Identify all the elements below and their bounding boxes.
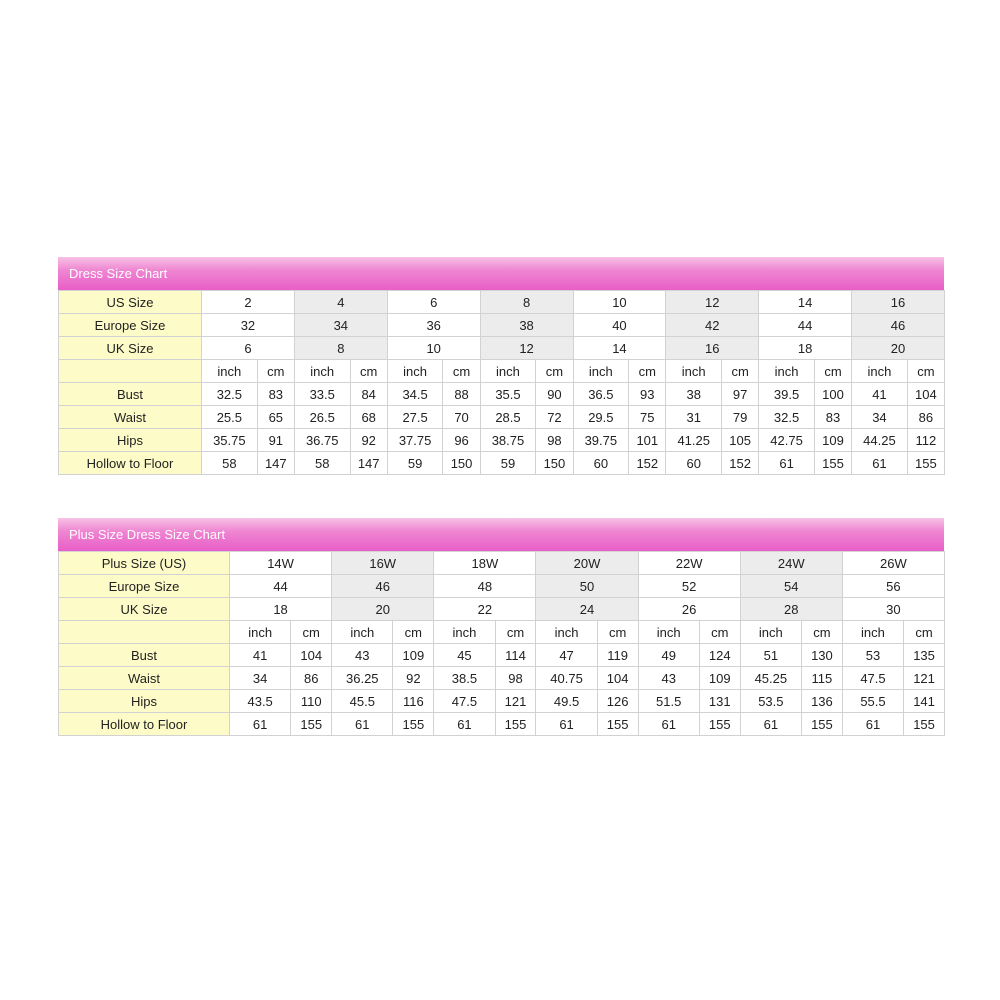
unit-cell: inch [759, 360, 815, 383]
measure-cell: 38 [666, 383, 722, 406]
measure-cell: 91 [257, 429, 294, 452]
hips-row [59, 690, 945, 713]
measure-cell: 114 [495, 644, 536, 667]
row-label: Europe Size [59, 575, 230, 598]
measure-cell: 55.5 [842, 690, 903, 713]
measure-cell: 104 [291, 644, 332, 667]
row-label: Hollow to Floor [59, 713, 230, 736]
measure-cell: 155 [814, 452, 851, 475]
size-cell: 16 [666, 337, 759, 360]
unit-cell: cm [393, 621, 434, 644]
measure-cell: 29.5 [573, 406, 629, 429]
row-label [59, 621, 230, 644]
row-label: Europe Size [59, 314, 202, 337]
measure-cell: 70 [443, 406, 480, 429]
unit-cell: cm [495, 621, 536, 644]
measure-cell: 53.5 [740, 690, 801, 713]
size-cell: 20W [536, 552, 638, 575]
size-cell: 32 [202, 314, 295, 337]
uk-size-row [59, 337, 945, 360]
unit-cell: inch [573, 360, 629, 383]
row-label: Hollow to Floor [59, 452, 202, 475]
measure-cell: 53 [842, 644, 903, 667]
measure-cell: 112 [907, 429, 944, 452]
measure-cell: 36.75 [294, 429, 350, 452]
size-cell: 6 [202, 337, 295, 360]
size-table [58, 290, 945, 475]
measure-cell: 150 [536, 452, 573, 475]
measure-cell: 155 [699, 713, 740, 736]
measure-cell: 47.5 [842, 667, 903, 690]
measure-cell: 31 [666, 406, 722, 429]
size-cell: 44 [759, 314, 852, 337]
size-cell: 4 [294, 291, 387, 314]
measure-cell: 39.75 [573, 429, 629, 452]
measure-cell: 90 [536, 383, 573, 406]
row-label [59, 360, 202, 383]
measure-cell: 72 [536, 406, 573, 429]
measure-cell: 43 [638, 667, 699, 690]
size-cell: 36 [387, 314, 480, 337]
measure-cell: 61 [230, 713, 291, 736]
measure-cell: 61 [740, 713, 801, 736]
unit-cell: inch [230, 621, 291, 644]
measure-cell: 61 [536, 713, 597, 736]
unit-cell: inch [740, 621, 801, 644]
measure-cell: 105 [722, 429, 759, 452]
measure-cell: 36.5 [573, 383, 629, 406]
measure-cell: 37.75 [387, 429, 443, 452]
waist-row [59, 667, 945, 690]
measure-cell: 79 [722, 406, 759, 429]
unit-cell: cm [722, 360, 759, 383]
measure-cell: 98 [495, 667, 536, 690]
measure-cell: 109 [699, 667, 740, 690]
measure-cell: 65 [257, 406, 294, 429]
measure-cell: 93 [629, 383, 666, 406]
measure-cell: 42.75 [759, 429, 815, 452]
measure-cell: 124 [699, 644, 740, 667]
measure-cell: 32.5 [202, 383, 258, 406]
measure-cell: 36.25 [332, 667, 393, 690]
size-cell: 26 [638, 598, 740, 621]
size-cell: 50 [536, 575, 638, 598]
measure-cell: 116 [393, 690, 434, 713]
measure-cell: 34 [230, 667, 291, 690]
measure-cell: 155 [291, 713, 332, 736]
measure-cell: 75 [629, 406, 666, 429]
size-cell: 8 [480, 291, 573, 314]
measure-cell: 121 [495, 690, 536, 713]
size-cell: 30 [842, 598, 944, 621]
row-label: UK Size [59, 337, 202, 360]
measure-cell: 83 [257, 383, 294, 406]
size-cell: 14 [573, 337, 666, 360]
size-cell: 44 [230, 575, 332, 598]
chart-title: Dress Size Chart [58, 257, 944, 290]
size-cell: 20 [852, 337, 945, 360]
size-cell: 2 [202, 291, 295, 314]
measure-cell: 86 [291, 667, 332, 690]
measure-cell: 41 [230, 644, 291, 667]
size-cell: 52 [638, 575, 740, 598]
size-table [58, 551, 945, 736]
size-cell: 54 [740, 575, 842, 598]
measure-cell: 51 [740, 644, 801, 667]
measure-cell: 35.75 [202, 429, 258, 452]
measure-cell: 25.5 [202, 406, 258, 429]
dress-size-chart [58, 257, 944, 475]
size-cell: 42 [666, 314, 759, 337]
size-cell: 24W [740, 552, 842, 575]
chart-title: Plus Size Dress Size Chart [58, 518, 944, 551]
measure-cell: 115 [801, 667, 842, 690]
size-cell: 18W [434, 552, 536, 575]
unit-cell: inch [294, 360, 350, 383]
measure-cell: 121 [904, 667, 945, 690]
measure-cell: 88 [443, 383, 480, 406]
size-cell: 24 [536, 598, 638, 621]
measure-cell: 92 [350, 429, 387, 452]
measure-cell: 47 [536, 644, 597, 667]
unit-cell: inch [536, 621, 597, 644]
size-cell: 18 [759, 337, 852, 360]
row-label: UK Size [59, 598, 230, 621]
unit-cell: cm [699, 621, 740, 644]
measure-cell: 41.25 [666, 429, 722, 452]
unit-cell: inch [852, 360, 908, 383]
bust-row [59, 383, 945, 406]
hollow-to-floor-row [59, 713, 945, 736]
unit-cell: inch [666, 360, 722, 383]
europe-size-row [59, 575, 945, 598]
unit-cell: inch [638, 621, 699, 644]
measure-cell: 45.25 [740, 667, 801, 690]
europe-size-row [59, 314, 945, 337]
size-cell: 8 [294, 337, 387, 360]
measure-cell: 136 [801, 690, 842, 713]
measure-cell: 27.5 [387, 406, 443, 429]
unit-cell: inch [332, 621, 393, 644]
measure-cell: 61 [759, 452, 815, 475]
measure-cell: 152 [722, 452, 759, 475]
measure-cell: 51.5 [638, 690, 699, 713]
waist-row [59, 406, 945, 429]
bust-row [59, 644, 945, 667]
row-label: Plus Size (US) [59, 552, 230, 575]
size-cell: 18 [230, 598, 332, 621]
size-cell: 6 [387, 291, 480, 314]
size-cell: 10 [387, 337, 480, 360]
measure-cell: 61 [332, 713, 393, 736]
us-size-row [59, 552, 945, 575]
measure-cell: 60 [573, 452, 629, 475]
measure-cell: 60 [666, 452, 722, 475]
measure-cell: 131 [699, 690, 740, 713]
measure-cell: 110 [291, 690, 332, 713]
measure-cell: 152 [629, 452, 666, 475]
measure-cell: 130 [801, 644, 842, 667]
size-cell: 34 [294, 314, 387, 337]
row-label: Bust [59, 644, 230, 667]
measure-cell: 49 [638, 644, 699, 667]
measure-cell: 49.5 [536, 690, 597, 713]
measure-cell: 98 [536, 429, 573, 452]
size-cell: 20 [332, 598, 434, 621]
row-label: Bust [59, 383, 202, 406]
unit-cell: cm [904, 621, 945, 644]
measure-cell: 96 [443, 429, 480, 452]
measure-cell: 43 [332, 644, 393, 667]
size-cell: 46 [332, 575, 434, 598]
measure-cell: 41 [852, 383, 908, 406]
measure-cell: 147 [350, 452, 387, 475]
plus-size-dress-size-chart [58, 518, 944, 736]
size-cell: 10 [573, 291, 666, 314]
measure-cell: 59 [387, 452, 443, 475]
measure-cell: 32.5 [759, 406, 815, 429]
measure-cell: 101 [629, 429, 666, 452]
size-cell: 22 [434, 598, 536, 621]
measure-cell: 109 [393, 644, 434, 667]
measure-cell: 141 [904, 690, 945, 713]
unit-cell: cm [629, 360, 666, 383]
measure-cell: 155 [904, 713, 945, 736]
unit-row [59, 621, 945, 644]
measure-cell: 155 [801, 713, 842, 736]
size-cell: 38 [480, 314, 573, 337]
measure-cell: 28.5 [480, 406, 536, 429]
measure-cell: 38.75 [480, 429, 536, 452]
measure-cell: 26.5 [294, 406, 350, 429]
measure-cell: 33.5 [294, 383, 350, 406]
measure-cell: 155 [393, 713, 434, 736]
measure-cell: 150 [443, 452, 480, 475]
measure-cell: 34.5 [387, 383, 443, 406]
measure-cell: 61 [842, 713, 903, 736]
uk-size-row [59, 598, 945, 621]
measure-cell: 100 [814, 383, 851, 406]
measure-cell: 58 [202, 452, 258, 475]
unit-cell: cm [907, 360, 944, 383]
measure-cell: 119 [597, 644, 638, 667]
measure-cell: 58 [294, 452, 350, 475]
measure-cell: 104 [907, 383, 944, 406]
size-cell: 16 [852, 291, 945, 314]
size-cell: 26W [842, 552, 944, 575]
measure-cell: 68 [350, 406, 387, 429]
measure-cell: 126 [597, 690, 638, 713]
size-cell: 46 [852, 314, 945, 337]
measure-cell: 39.5 [759, 383, 815, 406]
measure-cell: 104 [597, 667, 638, 690]
row-label: Hips [59, 690, 230, 713]
size-cell: 16W [332, 552, 434, 575]
unit-row [59, 360, 945, 383]
unit-cell: inch [842, 621, 903, 644]
measure-cell: 155 [597, 713, 638, 736]
size-cell: 48 [434, 575, 536, 598]
measure-cell: 83 [814, 406, 851, 429]
unit-cell: cm [443, 360, 480, 383]
unit-cell: cm [814, 360, 851, 383]
measure-cell: 86 [907, 406, 944, 429]
us-size-row [59, 291, 945, 314]
measure-cell: 147 [257, 452, 294, 475]
size-cell: 12 [666, 291, 759, 314]
measure-cell: 45.5 [332, 690, 393, 713]
measure-cell: 43.5 [230, 690, 291, 713]
unit-cell: cm [257, 360, 294, 383]
measure-cell: 35.5 [480, 383, 536, 406]
unit-cell: cm [801, 621, 842, 644]
measure-cell: 47.5 [434, 690, 495, 713]
measure-cell: 84 [350, 383, 387, 406]
measure-cell: 61 [638, 713, 699, 736]
measure-cell: 109 [814, 429, 851, 452]
measure-cell: 61 [434, 713, 495, 736]
row-label: US Size [59, 291, 202, 314]
unit-cell: inch [387, 360, 443, 383]
unit-cell: cm [350, 360, 387, 383]
measure-cell: 135 [904, 644, 945, 667]
unit-cell: cm [291, 621, 332, 644]
size-cell: 14 [759, 291, 852, 314]
measure-cell: 155 [907, 452, 944, 475]
measure-cell: 45 [434, 644, 495, 667]
size-cell: 28 [740, 598, 842, 621]
size-cell: 22W [638, 552, 740, 575]
row-label: Hips [59, 429, 202, 452]
measure-cell: 97 [722, 383, 759, 406]
unit-cell: inch [480, 360, 536, 383]
measure-cell: 92 [393, 667, 434, 690]
unit-cell: inch [202, 360, 258, 383]
size-cell: 14W [230, 552, 332, 575]
measure-cell: 155 [495, 713, 536, 736]
unit-cell: cm [536, 360, 573, 383]
row-label: Waist [59, 667, 230, 690]
measure-cell: 61 [852, 452, 908, 475]
measure-cell: 44.25 [852, 429, 908, 452]
measure-cell: 40.75 [536, 667, 597, 690]
hollow-to-floor-row [59, 452, 945, 475]
measure-cell: 59 [480, 452, 536, 475]
measure-cell: 38.5 [434, 667, 495, 690]
unit-cell: cm [597, 621, 638, 644]
unit-cell: inch [434, 621, 495, 644]
size-cell: 56 [842, 575, 944, 598]
row-label: Waist [59, 406, 202, 429]
size-cell: 40 [573, 314, 666, 337]
hips-row [59, 429, 945, 452]
size-cell: 12 [480, 337, 573, 360]
measure-cell: 34 [852, 406, 908, 429]
